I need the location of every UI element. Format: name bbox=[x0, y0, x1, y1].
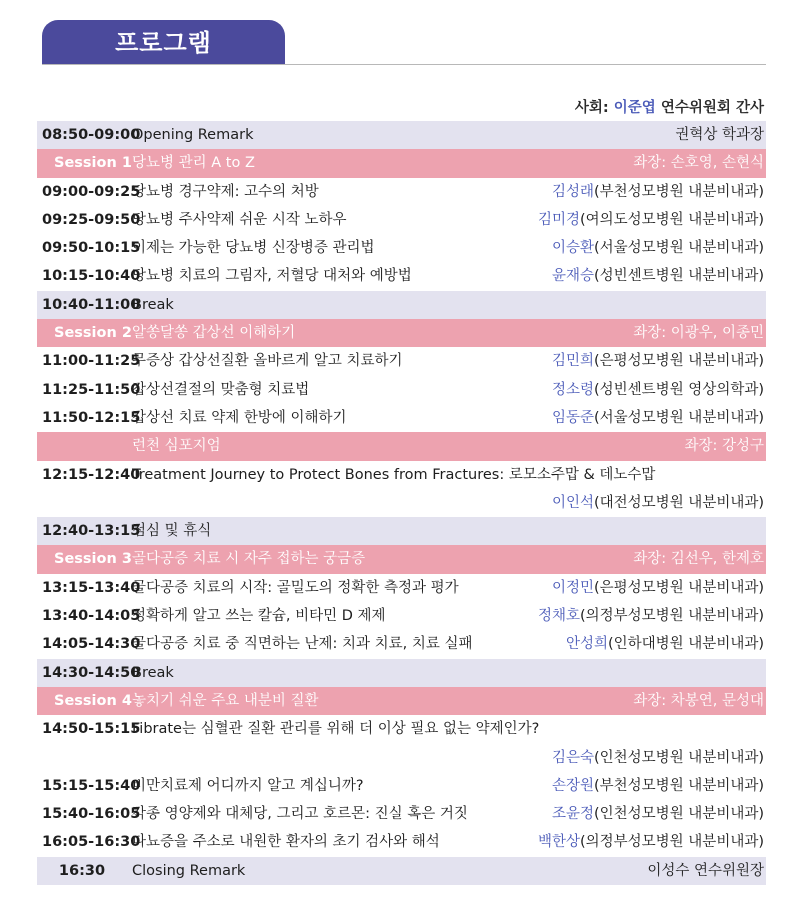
row-speaker bbox=[675, 121, 764, 149]
row-time: 16:30 bbox=[58, 862, 106, 879]
row-speaker bbox=[552, 744, 764, 772]
program-row bbox=[37, 857, 766, 885]
session-header-row bbox=[37, 687, 766, 715]
row-topic: 비만치료제 어디까지 알고 계십니까? bbox=[132, 777, 364, 794]
row-topic: 갑상선 치료 약제 한방에 이해하기 bbox=[132, 409, 347, 426]
moderator-line bbox=[575, 96, 764, 117]
row-topic: 무증상 갑상선질환 올바르게 알고 치료하기 bbox=[132, 353, 403, 370]
row-topic: 런천 심포지엄 bbox=[132, 438, 221, 455]
row-topic: 당뇨병 주사약제 쉬운 시작 노하우 bbox=[132, 211, 347, 228]
row-time: 11:25-11:50 bbox=[42, 381, 141, 398]
row-time: 15:15-15:40 bbox=[42, 777, 141, 794]
row-speaker bbox=[552, 376, 764, 404]
speaker-name: 윤재승 bbox=[551, 268, 594, 285]
row-time: 09:00-09:25 bbox=[42, 183, 141, 200]
program-table bbox=[37, 121, 766, 885]
program-row bbox=[37, 659, 766, 687]
row-speaker bbox=[538, 828, 764, 856]
speaker-name: 백한상 bbox=[537, 834, 580, 851]
program-row bbox=[37, 461, 766, 518]
speaker-affiliation: (인천성모병원 내분비내과) bbox=[594, 806, 764, 823]
row-time: 11:50-12:15 bbox=[42, 409, 141, 426]
row-topic: 점심 및 휴식 bbox=[132, 523, 212, 540]
program-row bbox=[37, 206, 766, 234]
speaker-affiliation: (의정부성모병원 내분비내과) bbox=[579, 608, 764, 625]
moderator-label: 사회: bbox=[574, 100, 609, 116]
speaker-affiliation: (인하대병원 내분비내과) bbox=[608, 636, 764, 653]
row-topic: 이제는 가능한 당뇨병 신장병증 관리법 bbox=[132, 240, 375, 257]
session-chair: 좌장: 이광우, 이종민 bbox=[633, 325, 764, 342]
row-topic: Closing Remark bbox=[132, 862, 246, 879]
moderator-role: 연수위원회 간사 bbox=[660, 100, 764, 116]
row-speaker bbox=[552, 262, 764, 290]
program-row bbox=[37, 800, 766, 828]
speaker-affiliation: (성빈센트병원 영상의학과) bbox=[594, 381, 764, 398]
row-time: 16:05-16:30 bbox=[42, 834, 141, 851]
row-speaker bbox=[633, 319, 764, 347]
row-speaker bbox=[647, 857, 764, 885]
speaker-name: 이승환 bbox=[551, 240, 594, 257]
row-speaker bbox=[552, 574, 764, 602]
page-title: 프로그램 bbox=[115, 29, 212, 57]
speaker-name: 정채호 bbox=[537, 608, 580, 625]
program-row bbox=[37, 347, 766, 375]
session-chair: 좌장: 강성구 bbox=[684, 438, 764, 455]
row-speaker bbox=[538, 602, 764, 630]
session-chair: 좌장: 손호영, 손현식 bbox=[633, 155, 764, 172]
row-topic: 골다공증 치료의 시작: 골밀도의 정확한 측정과 평가 bbox=[132, 579, 459, 596]
row-speaker bbox=[566, 630, 764, 658]
row-topic: 당뇨병 경구약제: 고수의 처방 bbox=[132, 183, 319, 200]
row-time: 14:05-14:30 bbox=[42, 636, 141, 653]
row-topic: Break bbox=[132, 664, 174, 681]
session-header-row bbox=[37, 432, 766, 460]
speaker-name: 김민희 bbox=[551, 353, 594, 370]
program-row bbox=[37, 602, 766, 630]
row-speaker bbox=[552, 178, 764, 206]
row-time: Session 1 bbox=[54, 155, 132, 172]
speaker-name: 김성래 bbox=[551, 183, 594, 200]
row-time: 15:40-16:05 bbox=[42, 806, 141, 823]
row-time: 12:40-13:15 bbox=[42, 523, 141, 540]
row-speaker bbox=[684, 432, 764, 460]
row-topic: Opening Remark bbox=[132, 127, 254, 143]
program-row bbox=[37, 262, 766, 290]
speaker-name: 손장원 bbox=[551, 777, 594, 794]
session-header-row bbox=[37, 319, 766, 347]
speaker-name: 이인석 bbox=[551, 494, 594, 511]
speaker-affiliation: (성빈센트병원 내분비내과) bbox=[594, 268, 764, 285]
row-time: Session 4 bbox=[54, 692, 132, 709]
row-topic: 골다공증 치료 중 직면하는 난제: 치과 치료, 치료 실패 bbox=[132, 636, 473, 653]
speaker-name: 정소령 bbox=[551, 381, 594, 398]
program-row bbox=[37, 121, 766, 149]
speaker-affiliation: (대전성모병원 내분비내과) bbox=[594, 494, 764, 511]
row-topic: 알쏭달쏭 갑상선 이해하기 bbox=[132, 325, 296, 342]
speaker-affiliation: (부천성모병원 내분비내과) bbox=[594, 777, 764, 794]
speaker-affiliation: (서울성모병원 내분비내과) bbox=[594, 409, 764, 426]
program-row bbox=[37, 291, 766, 319]
program-row bbox=[37, 234, 766, 262]
row-time: 10:15-10:40 bbox=[42, 268, 141, 285]
row-time: 10:40-11:00 bbox=[42, 296, 141, 313]
speaker-affiliation: (은평성모병원 내분비내과) bbox=[594, 579, 764, 596]
speaker-affiliation: (여의도성모병원 내분비내과) bbox=[579, 211, 764, 228]
program-row bbox=[37, 178, 766, 206]
row-time: 09:25-09:50 bbox=[42, 211, 141, 228]
row-speaker bbox=[538, 206, 764, 234]
speaker-name: 김은숙 bbox=[551, 749, 594, 766]
speaker-affiliation: 이성수 연수위원장 bbox=[647, 862, 764, 879]
program-row bbox=[37, 630, 766, 658]
program-row bbox=[37, 376, 766, 404]
row-time: 14:50-15:15 bbox=[42, 721, 141, 738]
row-speaker bbox=[552, 489, 764, 517]
speaker-affiliation: (부천성모병원 내분비내과) bbox=[594, 183, 764, 200]
moderator-name: 이준엽 bbox=[613, 100, 656, 116]
row-topic: 골다공증 치료 시 자주 접하는 궁금증 bbox=[132, 551, 366, 568]
speaker-name: 안성희 bbox=[565, 636, 608, 653]
row-time: 13:15-13:40 bbox=[42, 579, 141, 596]
row-topic: 당뇨병 치료의 그림자, 저혈당 대처와 예방법 bbox=[132, 268, 412, 285]
row-time bbox=[42, 432, 139, 460]
row-topic: 놓치기 쉬운 주요 내분비 질환 bbox=[132, 692, 319, 709]
row-topic: Treatment Journey to Protect Bones from Fractures: 로모소주맙 & 데노수맙 bbox=[132, 466, 656, 483]
speaker-name: 조윤정 bbox=[551, 806, 594, 823]
row-speaker bbox=[552, 404, 764, 432]
row-topic: 각종 영양제와 대체당, 그리고 호르몬: 진실 혹은 거짓 bbox=[132, 806, 468, 823]
row-time: 11:00-11:25 bbox=[42, 353, 141, 370]
row-time: 14:30-14:50 bbox=[42, 664, 141, 681]
speaker-affiliation: (은평성모병원 내분비내과) bbox=[594, 353, 764, 370]
row-topic: 당뇨병 관리 A to Z bbox=[132, 155, 255, 172]
row-topic: 다뇨증을 주소로 내원한 환자의 초기 검사와 해석 bbox=[132, 834, 440, 851]
row-speaker bbox=[552, 234, 764, 262]
row-speaker bbox=[552, 347, 764, 375]
row-time: 12:15-12:40 bbox=[42, 466, 141, 483]
program-row bbox=[37, 772, 766, 800]
row-topic: Fibrate는 심혈관 질환 관리를 위해 더 이상 필요 없는 약제인가? bbox=[132, 721, 540, 738]
row-time: 08:50-09:00 bbox=[42, 127, 141, 143]
program-row bbox=[37, 828, 766, 856]
speaker-affiliation: (의정부성모병원 내분비내과) bbox=[579, 834, 764, 851]
row-topic: 갑상선결절의 맞춤형 치료법 bbox=[132, 381, 310, 398]
speaker-name: 김미경 bbox=[537, 211, 580, 228]
row-speaker bbox=[633, 545, 764, 573]
program-row bbox=[37, 404, 766, 432]
speaker-name: 임동준 bbox=[551, 409, 594, 426]
row-topic: Break bbox=[132, 296, 174, 313]
program-row bbox=[37, 715, 766, 772]
session-chair: 좌장: 차봉연, 문성대 bbox=[633, 692, 764, 709]
session-header-row bbox=[37, 545, 766, 573]
session-header-row bbox=[37, 149, 766, 177]
row-time: Session 3 bbox=[54, 551, 132, 568]
session-chair: 좌장: 김선우, 한제호 bbox=[633, 551, 764, 568]
speaker-affiliation: (서울성모병원 내분비내과) bbox=[594, 240, 764, 257]
speaker-affiliation: 권혁상 학과장 bbox=[675, 127, 764, 143]
row-speaker bbox=[633, 149, 764, 177]
row-speaker bbox=[552, 800, 764, 828]
program-row bbox=[37, 574, 766, 602]
title-divider bbox=[42, 64, 766, 65]
speaker-name: 이정민 bbox=[551, 579, 594, 596]
row-time: 09:50-10:15 bbox=[42, 240, 141, 257]
row-topic: 정확하게 알고 쓰는 칼슘, 비타민 D 제제 bbox=[132, 608, 386, 625]
row-speaker bbox=[552, 772, 764, 800]
row-time: 13:40-14:05 bbox=[42, 608, 141, 625]
program-row bbox=[37, 517, 766, 545]
speaker-affiliation: (인천성모병원 내분비내과) bbox=[594, 749, 764, 766]
row-time: Session 2 bbox=[54, 325, 132, 342]
row-speaker bbox=[633, 687, 764, 715]
